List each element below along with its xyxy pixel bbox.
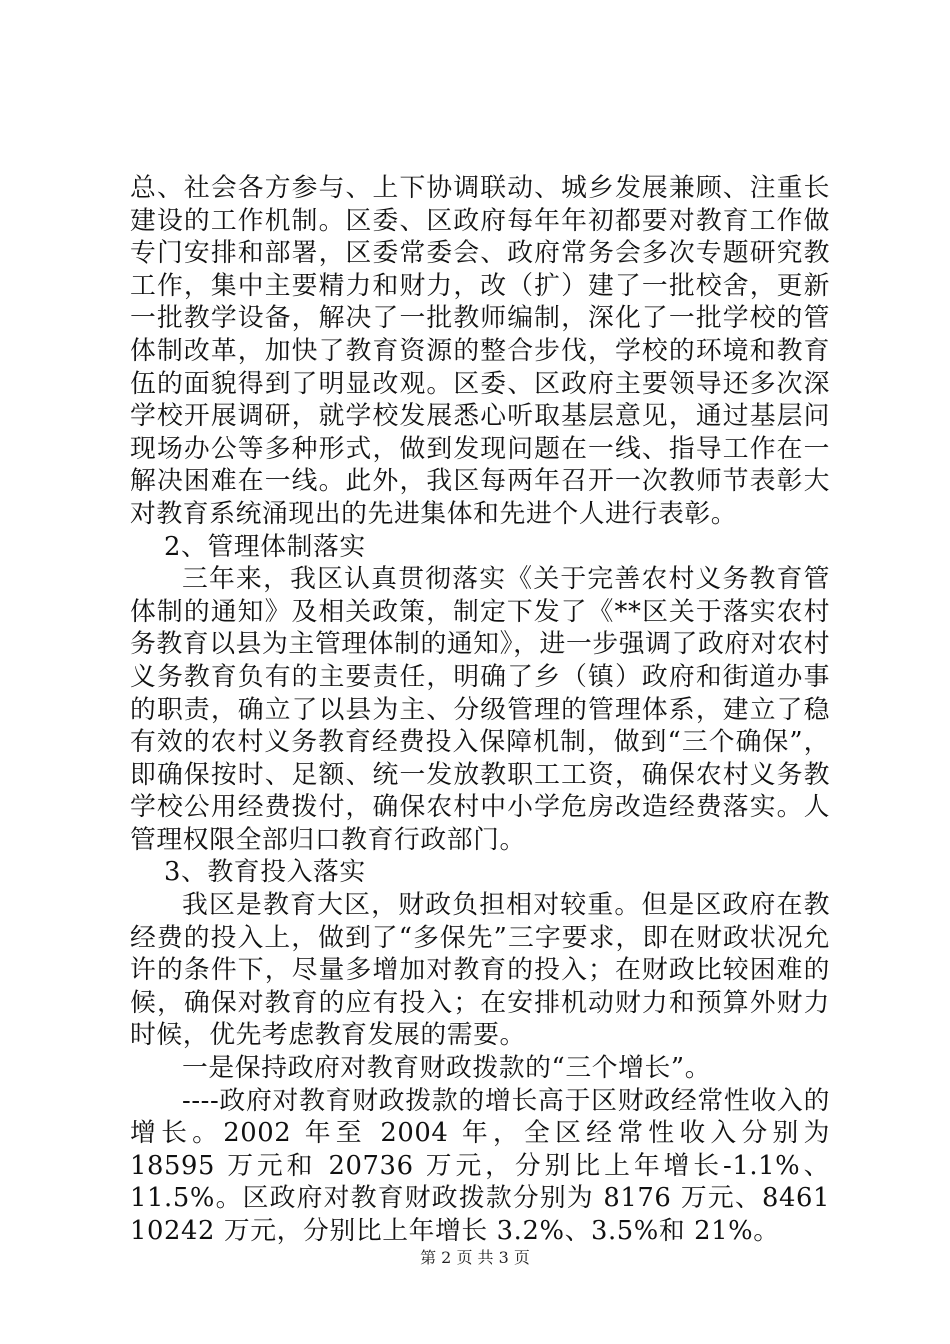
text-line: 3、教育投入落实 [164,857,366,888]
text-line: 体制的通知》及相关政策，制定下发了《**区关于落实农村 [130,596,830,627]
text-line: 解决困难在一线。此外，我区每两年召开一次教师节表彰大 [130,466,830,497]
text-line: 对教育系统涌现出的先进集体和先进个人进行表彰。 [130,498,738,529]
text-line: 增长。2002 年至 2004 年，全区经常性收入分别为 [130,1118,830,1149]
document-body [130,172,830,1248]
text-line: 时候，优先考虑教育发展的需要。 [130,1020,526,1051]
text-line: 管理权限全部归口教育行政部门。 [130,824,526,855]
text-line: 即确保按时、足额、统一发放教职工工资，确保农村义务教 [130,759,830,790]
text-line: 18595 万元和 20736 万元，分别比上年增长-1.1%、 [130,1150,830,1181]
text-line: ----政府对教育财政拨款的增长高于区财政经常性收入的 [182,1085,830,1116]
text-line: 许的条件下，尽量多增加对教育的投入；在财政比较困难的 [130,955,830,986]
text-line: 伍的面貌得到了明显改观。区委、区政府主要领导还多次深 [130,368,830,399]
text-line: 务教育以县为主管理体制的通知》，进一步强调了政府对农村 [130,629,830,660]
text-line: 工作，集中主要精力和财力，改（扩）建了一批校舍，更新 [130,270,830,301]
page-footer: 第 2 页 共 3 页 [420,1248,530,1267]
text-line: 我区是教育大区，财政负担相对较重。但是区政府在教 [182,890,830,921]
text-line: 一批教学设备，解决了一批教师编制，深化了一批学校的管 [130,303,830,334]
text-line: 总、社会各方参与、上下协调联动、城乡发展兼顾、注重长 [130,173,830,203]
text-line: 三年来，我区认真贯彻落实《关于完善农村义务教育管 [182,564,830,595]
text-line: 一是保持政府对教育财政拨款的“三个增长”。 [182,1053,712,1084]
text-line: 10242 万元，分别比上年增长 3.2%、3.5%和 21%。 [130,1216,780,1246]
text-line: 有效的农村义务教育经费投入保障机制，做到“三个确保”， [130,727,830,758]
text-line: 义务教育负有的主要责任，明确了乡（镇）政府和街道办事 [130,661,830,692]
text-line: 学校公用经费拨付，确保农村中小学危房改造经费落实。人 [130,792,830,823]
text-line: 专门安排和部署，区委常委会、政府常务会多次专题研究教 [130,238,830,269]
text-line: 经费的投入上，做到了“多保先”三字要求，即在财政状况允 [130,922,830,953]
text-line: 现场办公等多种形式，做到发现问题在一线、指导工作在一 [130,433,830,464]
text-line: 候，确保对教育的应有投入；在安排机动财力和预算外财力 [130,987,830,1018]
text-line: 的职责，确立了以县为主、分级管理的管理体系，建立了稳 [130,694,830,725]
text-line: 学校开展调研，就学校发展悉心听取基层意见，通过基层问 [130,401,830,432]
text-line: 体制改革，加快了教育资源的整合步伐，学校的环境和教育 [130,335,830,366]
text-line: 2、管理体制落实 [164,531,366,562]
text-line: 11.5%。区政府对教育财政拨款分别为 8176 万元、8461 [130,1183,830,1214]
text-line: 建设的工作机制。区委、区政府每年年初都要对教育工作做 [130,205,830,236]
